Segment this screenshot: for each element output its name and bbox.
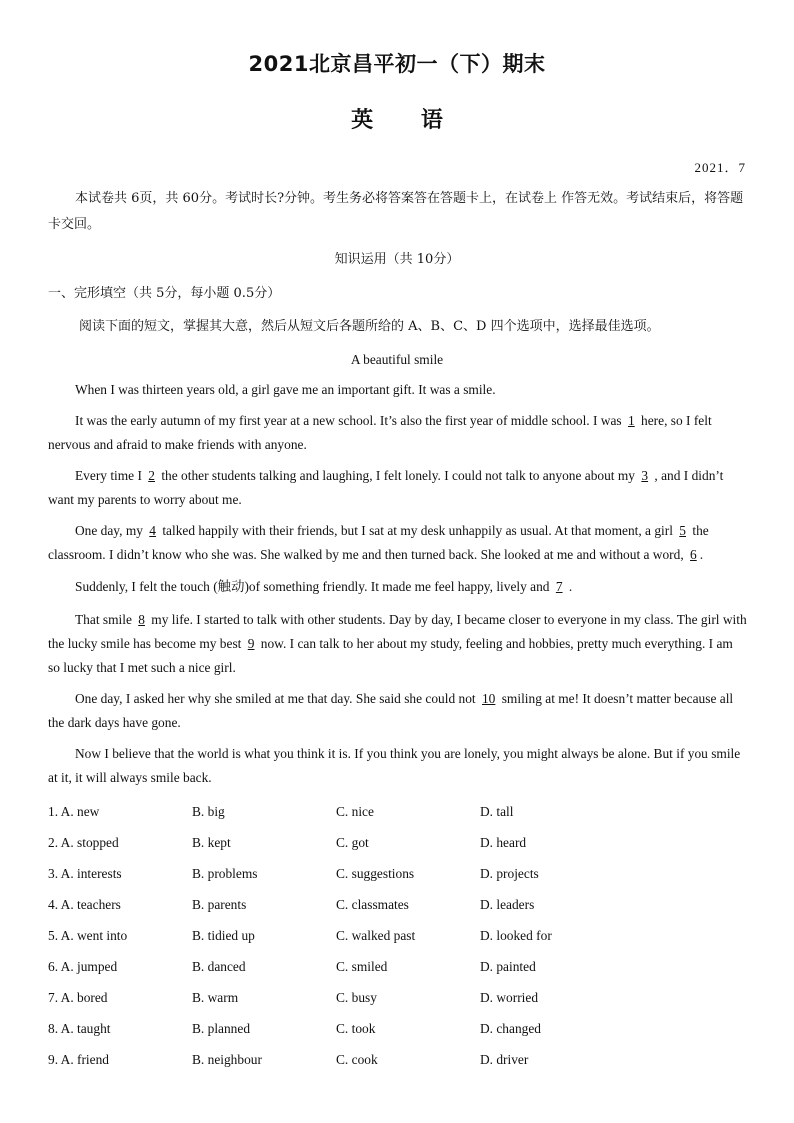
paragraph-text: One day, my — [75, 523, 147, 538]
paragraph-text: now. I can talk to her about my study, feeling and hobbies, pretty much everything. I am so lucky that I met such a nice girl. — [48, 636, 733, 675]
section-title: 知识运用（共 10分） — [334, 252, 460, 267]
paragraph-text: smiling at me! It doesn’t matter because all the dark days have gone. — [48, 691, 734, 730]
option-d: D. heard — [480, 835, 527, 851]
option-row — [48, 951, 748, 982]
option-c: C. busy — [336, 989, 377, 1005]
option-b: B. warm — [192, 989, 239, 1005]
blank-10: 10 — [481, 691, 496, 706]
passage-paragraph — [48, 608, 748, 680]
passage-paragraph — [48, 519, 748, 567]
option-c: C. suggestions — [336, 866, 415, 882]
option-c: C. walked past — [336, 928, 416, 943]
passage-paragraph — [48, 575, 748, 599]
passage-paragraph — [48, 409, 748, 457]
cloze-instruction: 阅读下面的短文，掌握其大意，然后从短文后各题所给的 A、B、C、D 四个选项中，选择最佳选项。 — [79, 319, 660, 334]
passage-paragraph: Now I believe that the world is what you think it is. If you think you are lonely, you might always be alone. But if you smile at it, it will always smile back. — [48, 746, 741, 785]
exam-instructions: 本试卷共 6页，共 60分。考试时长?分钟。考生务必将答案答在答题卡上，在试卷上 作答无效。考试结束后，将答题卡交回。 — [48, 191, 744, 232]
paragraph-text: Every time I — [75, 468, 146, 483]
option-d: D. projects — [480, 866, 539, 882]
option-c: C. smiled — [336, 958, 388, 974]
answer-options — [48, 797, 748, 1075]
option-a: 6. A. jumped — [48, 958, 118, 974]
option-d: D. looked for — [480, 928, 552, 943]
option-c: C. nice — [336, 804, 374, 820]
option-d: D. painted — [480, 958, 536, 974]
option-a: 1. A. new — [48, 804, 100, 820]
option-d: D. leaders — [480, 897, 535, 913]
blank-7: 7 — [555, 579, 563, 594]
paragraph-text: Suddenly, I felt the touch (触动)of something friendly. It made me feel happy, lively and — [75, 579, 553, 594]
passage-paragraph — [48, 687, 748, 735]
option-b: B. neighbour — [192, 1051, 262, 1067]
blank-4: 4 — [149, 523, 156, 538]
option-b: B. big — [192, 804, 225, 820]
paragraph-text: talked happily with their friends, but I sat at my desk unhappily as usual. At that moment, a girl — [158, 523, 677, 538]
option-a: 9. A. friend — [48, 1051, 109, 1067]
option-a: 8. A. taught — [48, 1020, 111, 1036]
exam-date: 2021．7 — [694, 160, 746, 175]
passage-title: A beautiful smile — [350, 352, 444, 367]
paragraph-text: the other students talking and laughing, I felt lonely. I could not talk to anyone about my — [157, 468, 639, 483]
page-title: 2021北京昌平初一（下）期末 — [248, 52, 546, 76]
option-c: C. cook — [336, 1051, 378, 1067]
option-row — [48, 1013, 748, 1044]
option-row — [48, 890, 748, 921]
blank-2: 2 — [148, 468, 155, 483]
option-b: B. planned — [192, 1020, 251, 1036]
paragraph-text: One day, I asked her why she smiled at me that day. She said she could not — [75, 691, 479, 706]
blank-8: 8 — [138, 612, 145, 627]
paragraph-text: the classroom. I didn’t know who she was. She walked by me and then turned back. She looked at me and without a word, — [48, 523, 709, 562]
option-c: C. took — [336, 1020, 376, 1036]
paragraph-text: my life. I started to talk with other students. Day by day, I became closer to everyone in my class. The girl with the lucky smile has become my best — [48, 612, 747, 651]
option-c: C. classmates — [336, 897, 409, 913]
option-c: C. got — [336, 835, 369, 851]
paragraph-text: . — [699, 547, 704, 562]
option-row — [48, 828, 748, 859]
blank-1: 1 — [627, 413, 635, 428]
option-row — [48, 1044, 748, 1075]
option-d: D. driver — [480, 1051, 529, 1067]
option-row — [48, 797, 748, 828]
passage-paragraph: When I was thirteen years old, a girl gave me an important gift. It was a smile. — [75, 382, 496, 397]
subject-heading: 英 语 — [351, 108, 443, 133]
blank-9: 9 — [247, 636, 255, 651]
option-row — [48, 921, 748, 952]
option-row — [48, 859, 748, 890]
option-b: B. problems — [192, 866, 258, 882]
option-b: B. tidied up — [192, 928, 255, 943]
part-title: 一、完形填空（共 5分，每小题 0.5分） — [48, 286, 281, 301]
option-b: B. parents — [192, 897, 247, 913]
option-a: 7. A. bored — [48, 989, 108, 1005]
paragraph-text: It was the early autumn of my first year at a new school. It’s also the first year of middle school. I was — [75, 413, 625, 428]
option-a: 5. A. went into — [48, 928, 128, 943]
option-a: 2. A. stopped — [48, 835, 119, 851]
option-row — [48, 982, 748, 1013]
paragraph-text: . — [565, 579, 573, 594]
passage-paragraph — [48, 464, 748, 512]
option-d: D. changed — [480, 1020, 541, 1036]
option-b: B. kept — [192, 835, 231, 851]
option-d: D. tall — [480, 804, 514, 820]
blank-5: 5 — [679, 523, 686, 538]
blank-6: 6 — [690, 547, 697, 562]
paragraph-text: here, so I felt nervous and afraid to make friends with anyone. — [48, 413, 712, 452]
paragraph-text: , and I didn’t want my parents to worry about me. — [48, 468, 724, 507]
option-a: 3. A. interests — [48, 866, 122, 882]
option-b: B. danced — [192, 958, 246, 974]
option-d: D. worried — [480, 989, 539, 1005]
paragraph-text: That smile — [75, 612, 136, 627]
option-a: 4. A. teachers — [48, 897, 121, 913]
blank-3: 3 — [641, 468, 649, 483]
